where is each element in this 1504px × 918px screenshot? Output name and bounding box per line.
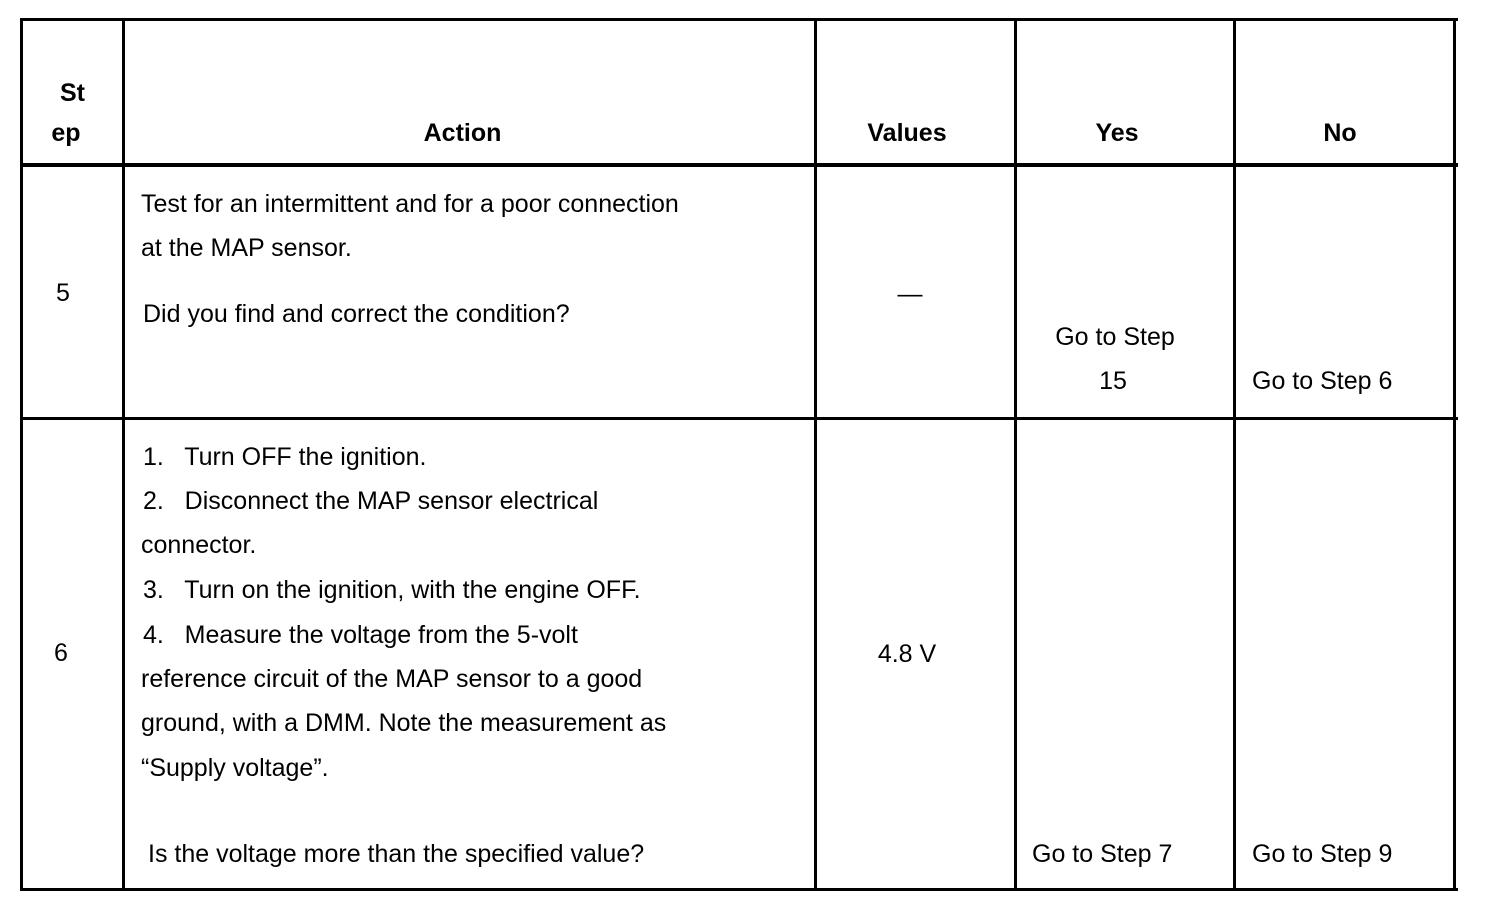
table-top-border (20, 18, 1458, 21)
header-step-line1: St (60, 79, 85, 107)
row5-action-line1: Test for an intermittent and for a poor connection (141, 190, 679, 218)
row5-yes-line2: 15 (1099, 367, 1127, 395)
header-values: Values (867, 119, 947, 147)
row6-step: 6 (54, 639, 68, 667)
row5-action-line2: at the MAP sensor. (141, 234, 352, 262)
row6-action-line2: 2. Disconnect the MAP sensor electrical (143, 487, 599, 515)
table-right-border (1453, 18, 1456, 891)
row-divider (20, 417, 1458, 420)
row5-value: — (897, 280, 923, 308)
row6-value: 4.8 V (877, 640, 937, 668)
row5-step: 5 (56, 279, 70, 307)
table-left-border (20, 18, 23, 891)
row6-action-line1: 1. Turn OFF the ignition. (143, 443, 427, 471)
header-step-line2: ep (51, 119, 81, 147)
row6-action-line6: reference circuit of the MAP sensor to a good (141, 665, 643, 693)
row6-yes: Go to Step 7 (1032, 840, 1173, 868)
col-divider-step-action (122, 18, 125, 891)
row6-action-line3: connector. (141, 531, 257, 559)
row6-action-line4: 3. Turn on the ignition, with the engine OFF. (143, 576, 641, 604)
header-yes: Yes (1095, 119, 1139, 147)
row6-question: Is the voltage more than the specified value? (148, 840, 645, 868)
header-no: No (1323, 119, 1357, 147)
row5-yes-line1: Go to Step (1055, 323, 1175, 351)
row6-action-line5: 4. Measure the voltage from the 5-volt (143, 621, 578, 649)
header-bottom-border (20, 163, 1458, 167)
row5-no: Go to Step 6 (1252, 367, 1393, 395)
col-divider-values-yes (1014, 18, 1017, 891)
row6-action-line8: “Supply voltage”. (141, 754, 329, 782)
row6-no: Go to Step 9 (1252, 840, 1393, 868)
table-bottom-border (20, 888, 1458, 891)
col-divider-action-values (814, 18, 817, 891)
row6-action-line7: ground, with a DMM. Note the measurement as (141, 709, 667, 737)
col-divider-yes-no (1233, 18, 1236, 891)
row5-question: Did you find and correct the condition? (143, 300, 570, 328)
header-action: Action (423, 119, 502, 147)
diagnostic-table (20, 18, 1458, 892)
